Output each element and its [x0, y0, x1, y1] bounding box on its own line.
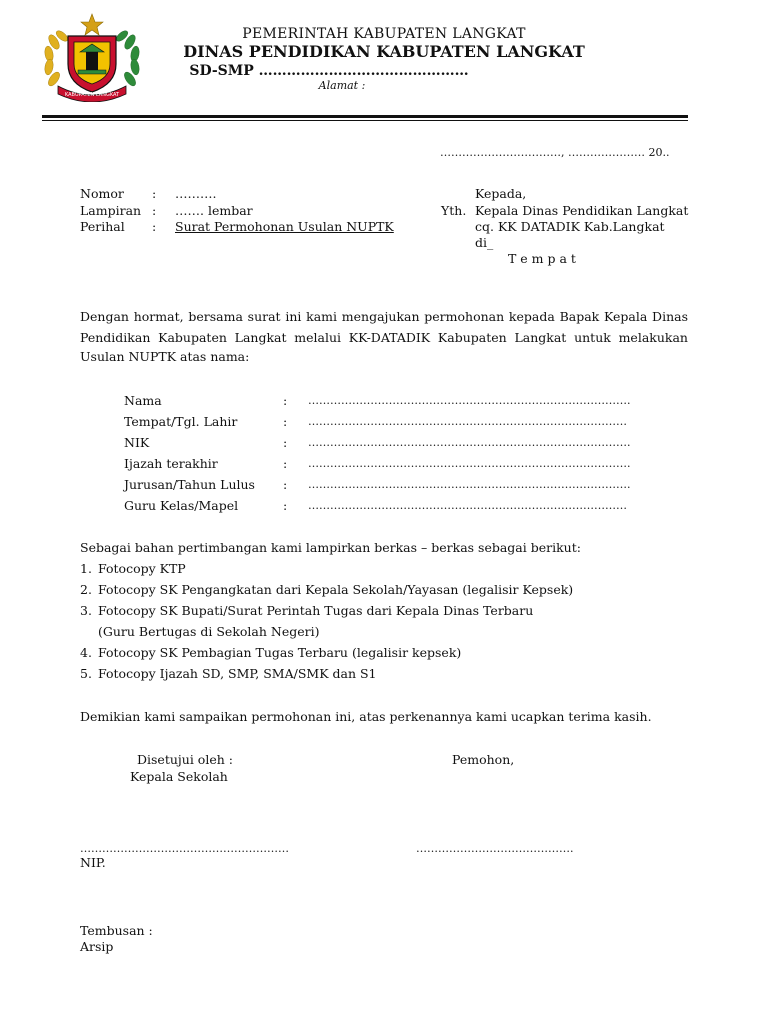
field-colon: :	[283, 456, 288, 471]
recipient-line3: di_	[475, 235, 494, 250]
field-colon: :	[283, 435, 288, 450]
recipient-line2: cq. KK DATADIK Kab.Langkat	[475, 219, 665, 234]
attachment-text: Fotocopy SK Pengangkatan dari Kepala Sekolah/Yayasan (legalisir Kepsek)	[98, 582, 574, 597]
recipient-line1: Kepala Dinas Pendidikan Langkat	[475, 203, 689, 218]
signature-kepala-sekolah: Kepala Sekolah	[130, 769, 228, 784]
lampiran-value: ……. lembar	[175, 203, 253, 218]
field-dots: ……………………………………………………………………………	[308, 499, 627, 512]
attachment-num: 2.	[80, 582, 92, 597]
signature-nip: NIP.	[80, 855, 106, 870]
intro-line-1: Dengan hormat, bersama surat ini kami mengajukan permohonan kepada Bapak Kepala Dinas	[80, 309, 688, 324]
field-colon: :	[283, 414, 288, 429]
attachment-text: Fotocopy KTP	[98, 561, 186, 576]
signature-left-dots: …………………………………………………	[80, 842, 289, 855]
attachment-num: 3.	[80, 603, 92, 618]
attachment-text: Fotocopy SK Pembagian Tugas Terbaru (legalisir kepsek)	[98, 645, 462, 660]
field-dots: …………………………………………………………………………….	[308, 394, 631, 407]
field-label: NIK	[124, 435, 150, 450]
nomor-value: ……….	[175, 186, 217, 201]
nomor-colon: :	[152, 186, 157, 201]
field-dots: ……………………………………………………………………………	[308, 415, 627, 428]
field-label: Tempat/Tgl. Lahir	[124, 414, 238, 429]
attachment-num: 5.	[80, 666, 92, 681]
attachment-text: (Guru Bertugas di Sekolah Negeri)	[98, 624, 320, 639]
field-dots: …………………………………………………………………………….	[308, 457, 631, 470]
recipient-kepada: Kepada,	[475, 186, 527, 201]
signature-pemohon: Pemohon,	[452, 752, 515, 767]
field-label: Guru Kelas/Mapel	[124, 498, 239, 513]
field-dots: …………………………………………………………………………….	[308, 436, 631, 449]
field-dots: …………………………………………………………………………….	[308, 478, 631, 491]
recipient-tempat: T e m p a t	[508, 251, 576, 266]
nomor-label: Nomor	[80, 186, 124, 201]
intro-line-2: Pendidikan Kabupaten Langkat melalui KK-DATADIK Kabupaten Langkat untuk melakukan	[80, 330, 688, 345]
lampiran-label: Lampiran	[80, 203, 142, 218]
field-label: Jurusan/Tahun Lulus	[124, 477, 255, 492]
date-line: ……………………………, ………………… 20..	[440, 146, 670, 159]
letterhead-school: SD-SMP ………………………………………	[189, 63, 469, 79]
perihal-label: Perihal	[80, 219, 125, 234]
field-label: Nama	[124, 393, 162, 408]
letterhead-rule-thick	[42, 115, 688, 118]
attachment-num: 1.	[80, 561, 92, 576]
signature-disetujui: Disetujui oleh :	[137, 752, 233, 767]
letterhead-address: Alamat :	[318, 79, 366, 92]
attachment-text: Fotocopy SK Bupati/Surat Perintah Tugas dari Kepala Dinas Terbaru	[98, 603, 534, 618]
attachment-num: 4.	[80, 645, 92, 660]
intro-line-3: Usulan NUPTK atas nama:	[80, 349, 250, 364]
letterhead-office: DINAS PENDIDIKAN KABUPATEN LANGKAT	[183, 42, 585, 61]
attachments-intro: Sebagai bahan pertimbangan kami lampirkan berkas – berkas sebagai berikut:	[80, 540, 581, 555]
field-colon: :	[283, 498, 288, 513]
attachment-text: Fotocopy Ijazah SD, SMP, SMA/SMK dan S1	[98, 666, 377, 681]
logo-ribbon-text: KABUPATEN LANGKAT	[64, 92, 120, 98]
tembusan-item: Arsip	[80, 939, 114, 954]
perihal-value: Surat Permohonan Usulan NUPTK	[175, 219, 394, 234]
field-label: Ijazah terakhir	[124, 456, 218, 471]
recipient-yth: Yth.	[441, 203, 467, 218]
lampiran-colon: :	[152, 203, 157, 218]
signature-right-dots: …………………………………….	[416, 842, 574, 855]
field-colon: :	[283, 393, 288, 408]
letterhead-government: PEMERINTAH KABUPATEN LANGKAT	[242, 26, 526, 42]
closing-sentence: Demikian kami sampaikan permohonan ini, atas perkenannya kami ucapkan terima kasih.	[80, 709, 652, 724]
field-colon: :	[283, 477, 288, 492]
tembusan-label: Tembusan :	[80, 923, 153, 938]
perihal-colon: :	[152, 219, 157, 234]
letterhead-rule-thin	[42, 120, 688, 121]
